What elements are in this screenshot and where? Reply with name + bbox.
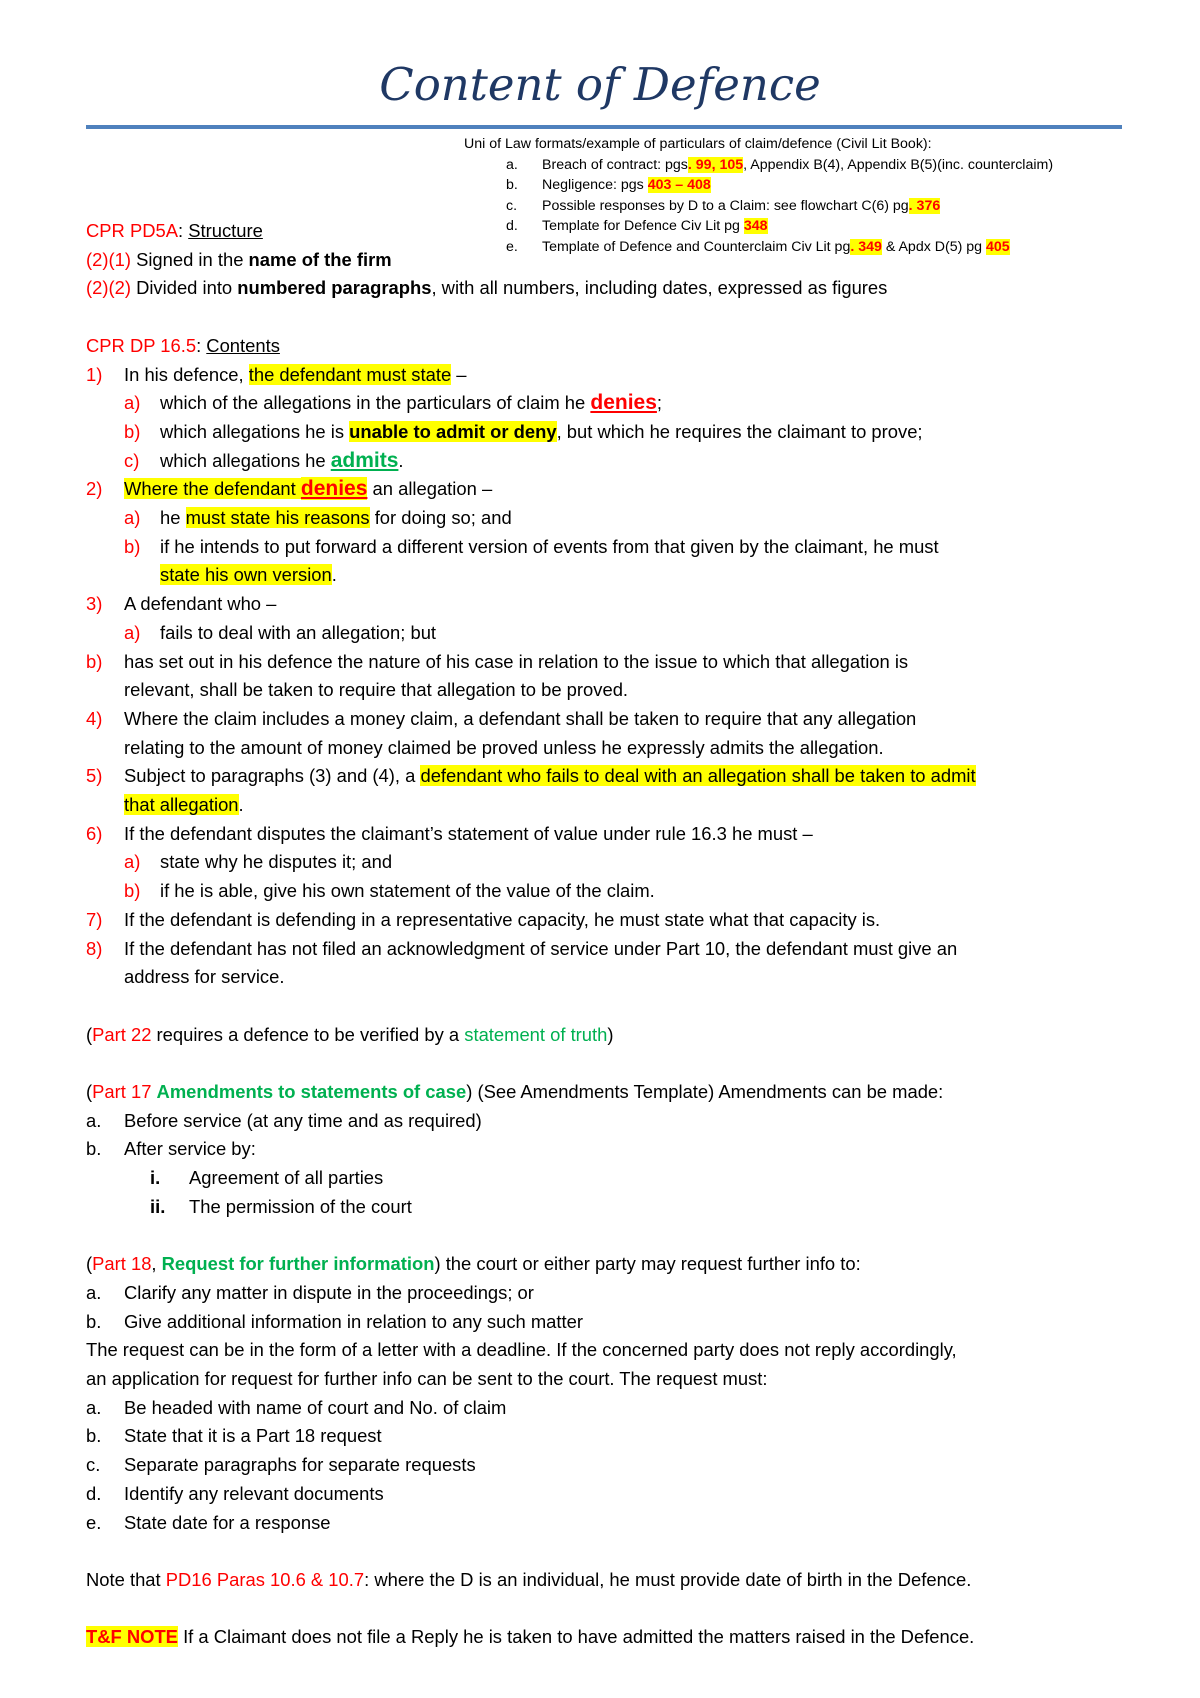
list-item: b. After service by: xyxy=(86,1138,256,1160)
reference-item: a. Breach of contract: pgs. 99, 105, Appendix B(4), Appendix B(5)(inc. counterclaim) xyxy=(464,155,1144,176)
references-heading: Uni of Law formats/example of particulars of claim/defence (Civil Lit Book): xyxy=(464,136,932,152)
structure-rule: (2)(1) Signed in the name of the firm xyxy=(86,248,392,270)
part22-note: (Part 22 requires a defence to be verified by a statement of truth) xyxy=(86,1023,614,1045)
list-subitem: a) he must state his reasons for doing so; and xyxy=(124,507,512,529)
part17-heading: (Part 17 Amendments to statements of case) (See Amendments Template) Amendments can be made: xyxy=(86,1081,944,1103)
structure-heading: CPR PD5A: Structure xyxy=(86,220,263,241)
page-title: Content of Defence xyxy=(379,58,821,111)
list-subitem: ii. The permission of the court xyxy=(150,1195,412,1217)
paragraph-line: The request can be in the form of a letter with a deadline. If the concerned party does not reply accordingly, xyxy=(86,1339,957,1361)
list-subitem: a) state why he disputes it; and xyxy=(124,851,393,873)
reference-item: c. Possible responses by D to a Claim: see flowchart C(6) pg. 376 xyxy=(464,196,1144,217)
tf-note: T&F NOTE If a Claimant does not file a Reply he is taken to have admitted the matters raised in the Defence. xyxy=(86,1626,975,1648)
list-item: c. Separate paragraphs for separate requests xyxy=(86,1454,476,1476)
title-divider xyxy=(86,125,1122,129)
list-subitem: b) has set out in his defence the nature of his case in relation to the issue to which that allegation is xyxy=(86,650,909,672)
page-numbers-highlight: 405 xyxy=(986,238,1010,255)
reference-letter: c. xyxy=(506,197,518,214)
list-item-continued: address for service. xyxy=(124,966,285,988)
list-subitem: b) if he intends to put forward a different version of events from that given by the claimant, he must xyxy=(124,535,939,557)
list-item: b. State that it is a Part 18 request xyxy=(86,1425,382,1447)
list-item: 8) If the defendant has not filed an acknowledgment of service under Part 10, the defendant must give an xyxy=(86,937,958,959)
list-item: 7) If the defendant is defending in a representative capacity, he must state what that capacity is. xyxy=(86,908,881,930)
list-item-continued: that allegation. xyxy=(124,794,244,816)
page-numbers-highlight: . 349 xyxy=(850,238,882,255)
reference-letter: d. xyxy=(506,218,518,234)
list-item: a. Be headed with name of court and No. of claim xyxy=(86,1396,507,1418)
reference-item: e. Template of Defence and Counterclaim Civ Lit pg. 349 & Apdx D(5) pg 405 xyxy=(464,237,1144,258)
list-subitem-continued: relevant, shall be taken to require that allegation to be proved. xyxy=(124,679,629,701)
list-subitem: a) which of the allegations in the particulars of claim he denies; xyxy=(124,391,663,415)
list-subitem: c) which allegations he admits. xyxy=(124,448,404,472)
list-item: a. Before service (at any time and as required) xyxy=(86,1109,482,1131)
page-numbers-highlight: 403 – 408 xyxy=(647,177,711,193)
list-item: 6) If the defendant disputes the claimant’s statement of value under rule 16.3 he must – xyxy=(86,822,813,844)
list-item: b. Give additional information in relation to any such matter xyxy=(86,1310,583,1332)
contents-heading: CPR DP 16.5: Contents xyxy=(86,334,280,356)
reference-letter: b. xyxy=(506,177,518,193)
page-numbers-highlight: . 99, 105 xyxy=(687,156,744,173)
reference-item: d. Template for Defence Civ Lit pg 348 xyxy=(464,216,1144,237)
list-item: 3) A defendant who – xyxy=(86,593,277,615)
list-item: 4) Where the claim includes a money claim, a defendant shall be taken to require that any allegation xyxy=(86,707,917,729)
list-subitem: a) fails to deal with an allegation; but xyxy=(124,621,437,643)
list-item: e. State date for a response xyxy=(86,1511,331,1533)
reference-item: b. Negligence: pgs 403 – 408 xyxy=(464,175,1144,196)
tf-note-label: T&F NOTE xyxy=(86,1626,178,1648)
reference-letter: a. xyxy=(506,156,518,173)
reference-letter: e. xyxy=(506,238,518,255)
list-subitem: b) which allegations he is unable to admit or deny, but which he requires the claimant to prove; xyxy=(124,420,923,442)
list-item: 2) Where the defendant denies an allegation – xyxy=(86,477,493,501)
document-body xyxy=(86,217,1166,1652)
list-item-continued: relating to the amount of money claimed be proved unless he expressly admits the allegation. xyxy=(124,736,884,758)
list-subitem: i. Agreement of all parties xyxy=(150,1167,384,1189)
pd16-note: Note that PD16 Paras 10.6 & 10.7: where the D is an individual, he must provide date of birth in the Defence. xyxy=(86,1568,972,1590)
list-item: d. Identify any relevant documents xyxy=(86,1482,384,1504)
structure-rule: (2)(2) Divided into numbered paragraphs, with all numbers, including dates, expressed as figures xyxy=(86,277,888,299)
page-numbers-highlight: . 376 xyxy=(908,197,941,214)
list-subitem: b) if he is able, give his own statement of the value of the claim. xyxy=(124,880,655,902)
list-item: 5) Subject to paragraphs (3) and (4), a defendant who fails to deal with an allegation shall be taken to admit xyxy=(86,765,976,787)
part18-heading: (Part 18, Request for further information) the court or either party may request further info to: xyxy=(86,1253,861,1275)
list-subitem-continued: state his own version. xyxy=(160,564,337,586)
list-item: 1) In his defence, the defendant must state – xyxy=(86,363,467,385)
paragraph-line: an application for request for further info can be sent to the court. The request must: xyxy=(86,1368,768,1390)
list-item: a. Clarify any matter in dispute in the proceedings; or xyxy=(86,1281,534,1303)
page-numbers-highlight: 348 xyxy=(743,218,768,234)
